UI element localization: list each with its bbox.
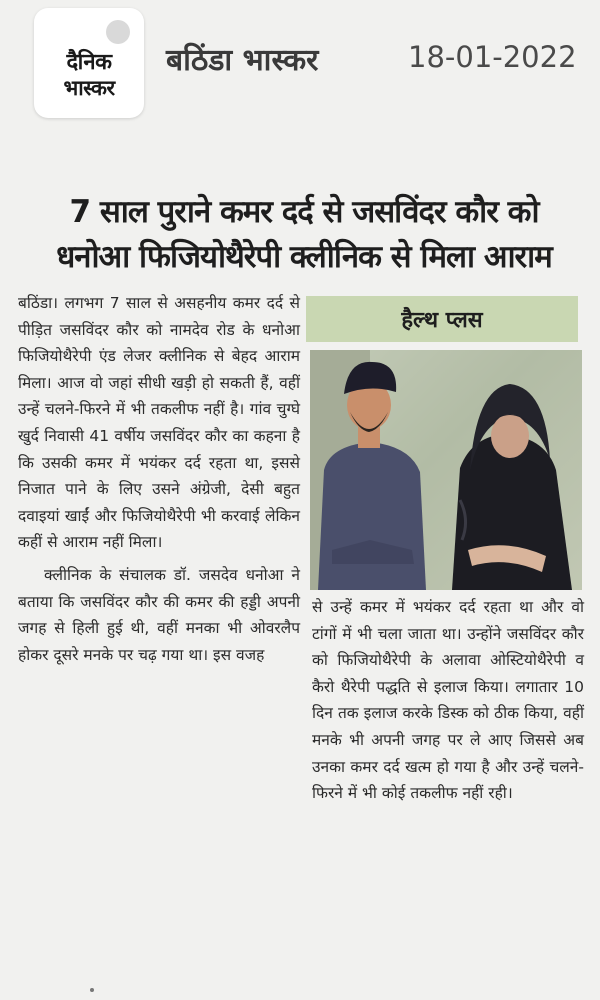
article-column-2 — [312, 594, 584, 807]
masthead — [0, 0, 600, 130]
edition-name: बठिंडा भास्कर — [166, 43, 319, 78]
paragraph-3: से उन्हें कमर में भयंकर दर्द रहता था और वो टांगों में भी चला जाता था। उन्होंने जसविंदर कौर को फिजियोथैरेपी के अलावा ओस्टियोथैरेपी व कैरो थैरेपी पद्धति से इलाज किया। लगातार 10 दिन तक इलाज करके डिस्क को ठीक किया, वहीं मनके भी अपनी जगह पर ले आए जिससे अब उनका कमर दर्द खत्म हो गया है और उन्हें चलने-फिरने में भी कोई तकलीफ नहीं रही। — [312, 598, 584, 803]
newspaper-logo — [34, 8, 144, 118]
logo-text-line2: भास्कर — [63, 76, 115, 100]
section-badge: हैल्थ प्लस — [306, 296, 578, 342]
publication-date: 18-01-2022 — [408, 40, 577, 74]
logo-sun-icon — [106, 20, 130, 44]
paragraph-1: बठिंडा। लगभग 7 साल से असहनीय कमर दर्द से पीड़ित जसविंदर कौर को नामदेव रोड के धनोआ फिजियोथैरेपी एंड लेजर क्लीनिक से बेहद आराम मिला। आज वो जहां सीधी खड़ी हो सकती हैं, वहीं उन्हें चलने-फिरने में भी तकलीफ नहीं है। गांव चुग्घे खुर्द निवासी 41 वर्षीय जसविंदर कौर का कहना है कि उसकी कमर में भयंकर दर्द रहता था, इससे निजात पाने के लिए उसने अंग्रेजी, देसी बहुत दवाइयां खाईं और फिजियोथैरेपी भी करवाई लेकिन कहीं से आराम नहीं मिला। — [18, 294, 300, 552]
article-column-1 — [18, 290, 300, 668]
paragraph-2: क्लीनिक के संचालक डॉ. जसदेव धनोआ ने बताया कि जसविंदर कौर की कमर की हड्डी अपनी जगह से हिली हुई थी, वहीं मनका भी ओवरलैप होकर दूसरे मनके पर चढ़ गया था। इस वजह — [18, 565, 300, 664]
article-headline — [14, 190, 594, 280]
article-photo — [310, 350, 582, 590]
photo-illustration — [310, 350, 582, 590]
headline-line-2: धनोआ फिजियोथैरेपी क्लीनिक से मिला आराम — [56, 239, 552, 275]
scan-speck — [90, 988, 94, 992]
logo-text-line1: दैनिक — [66, 50, 112, 75]
headline-line-1: 7 साल पुराने कमर दर्द से जसविंदर कौर को — [69, 194, 539, 230]
